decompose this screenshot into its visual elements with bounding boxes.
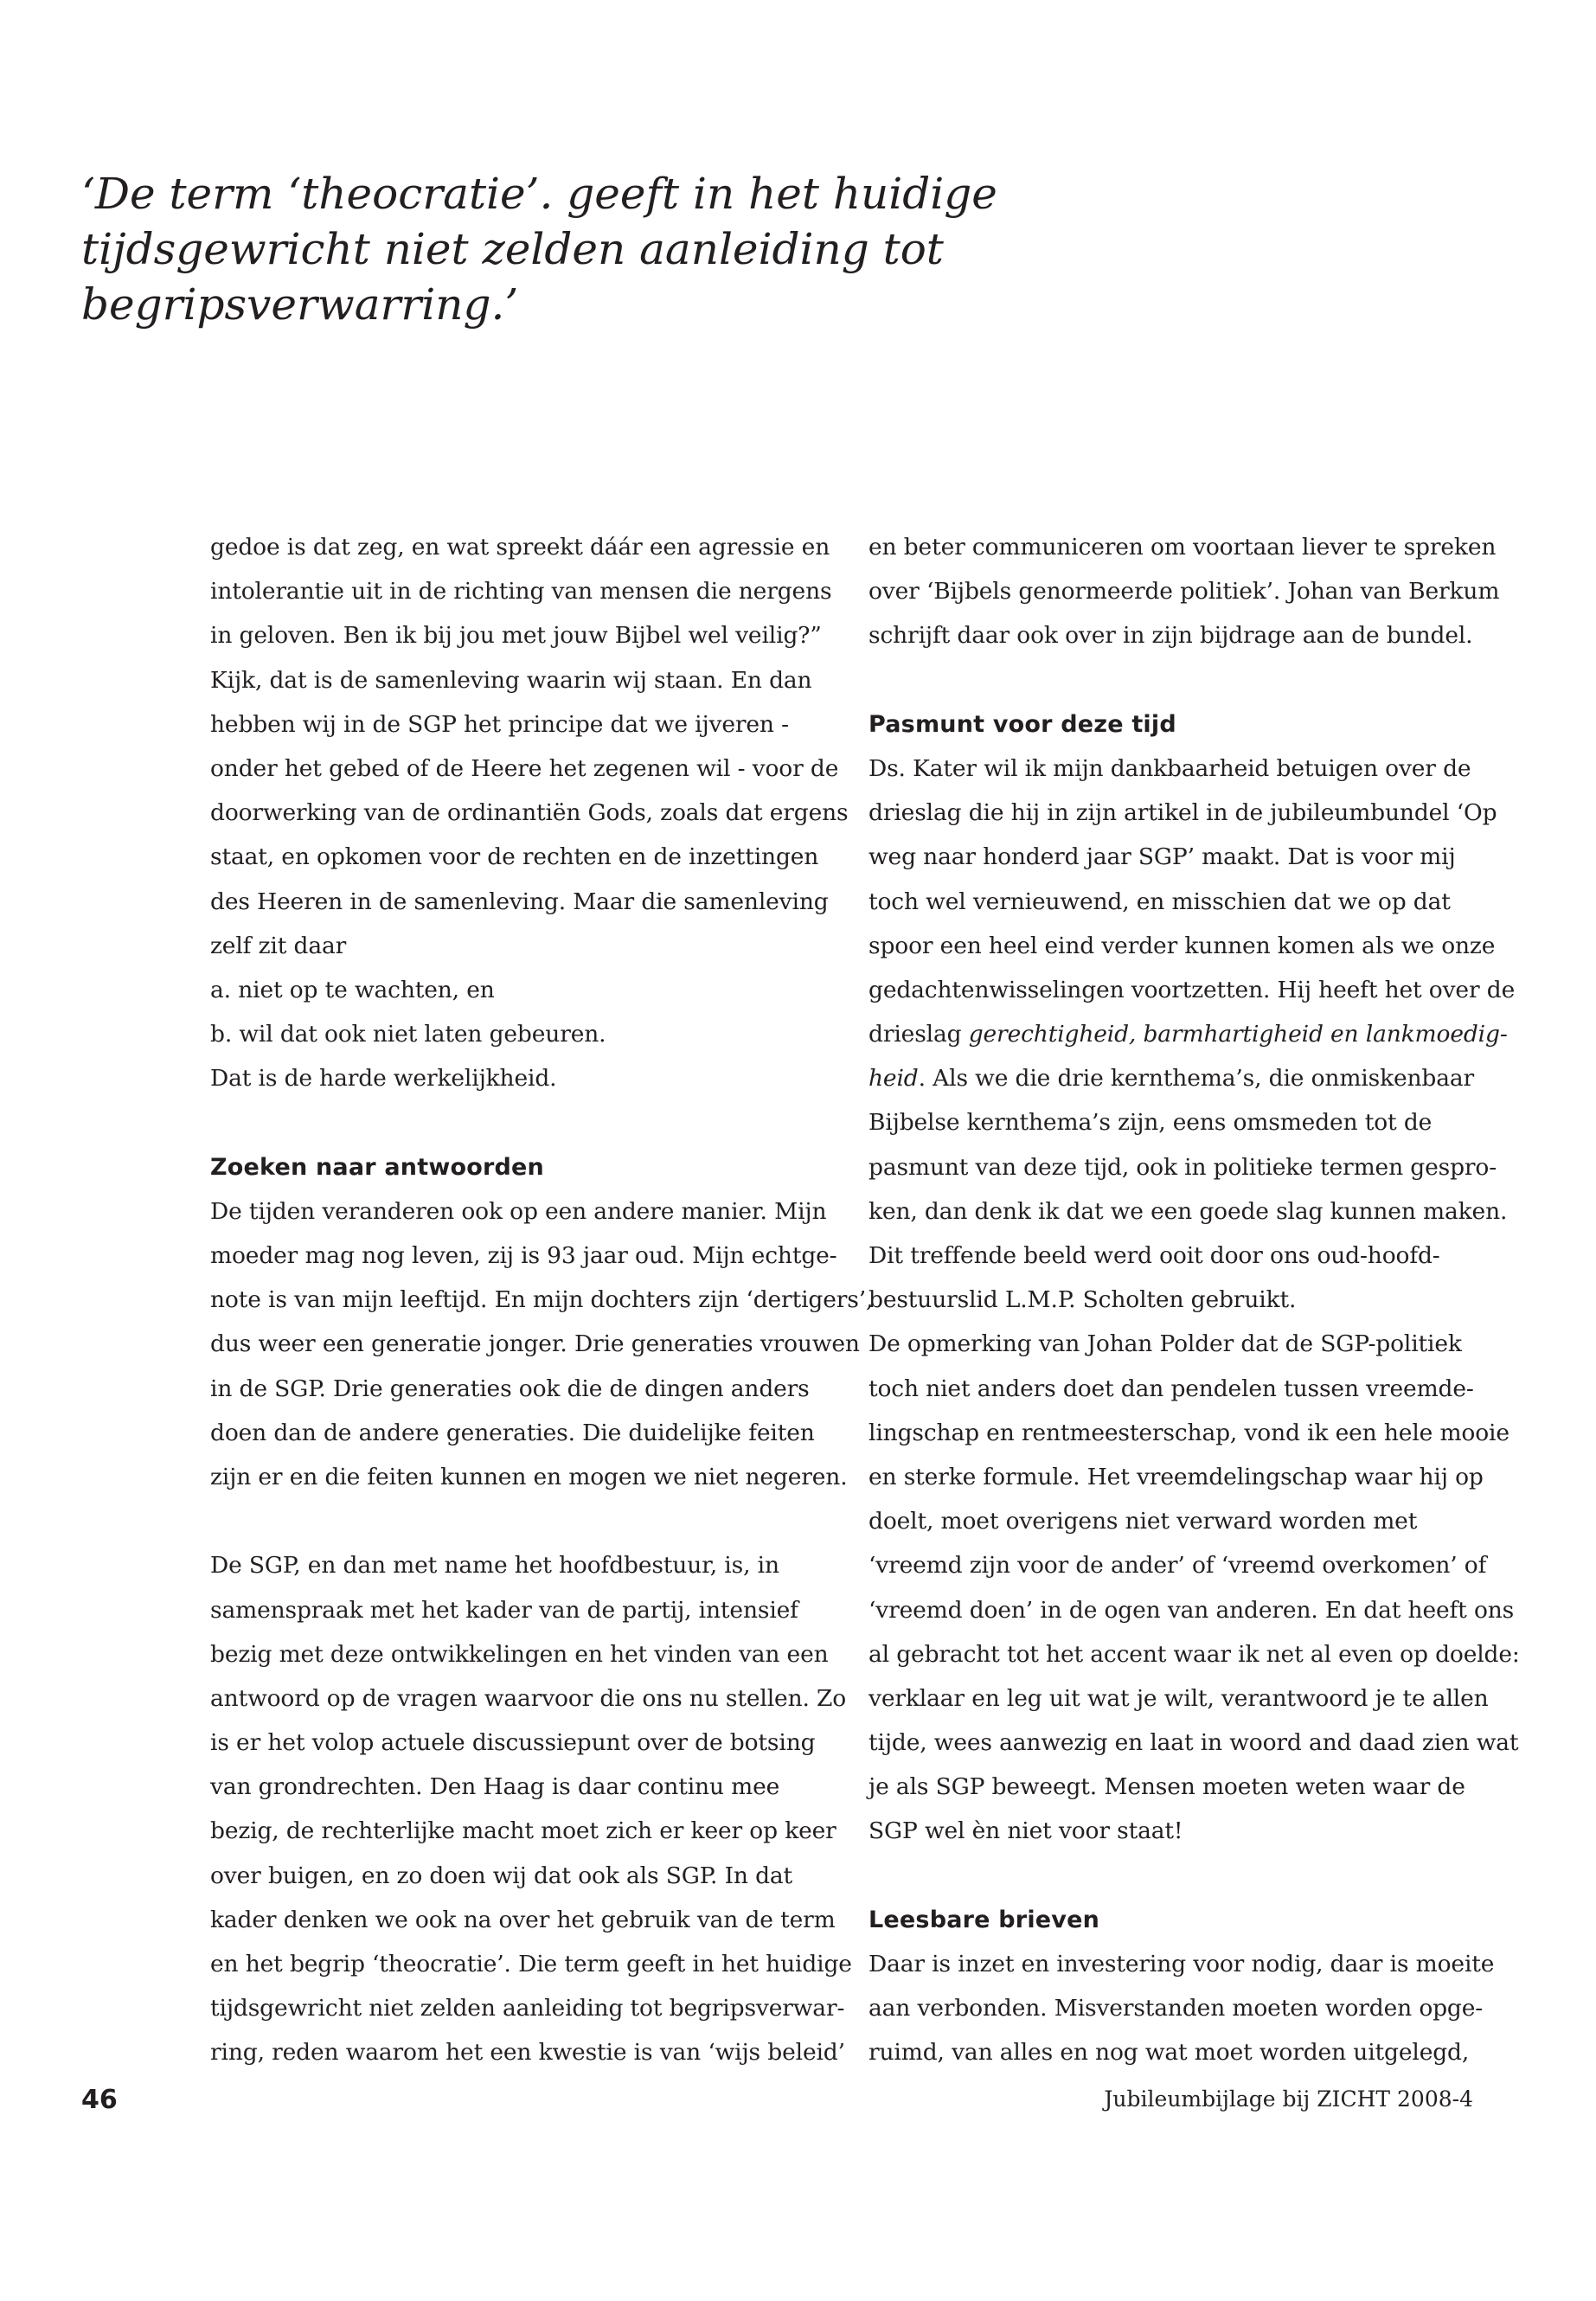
section-heading: Pasmunt voor deze tijd <box>869 710 1176 738</box>
text-line: Bijbelse kernthema’s zijn, eens omsmeden tot de <box>869 1109 1433 1137</box>
text-line: Ds. Kater wil ik mijn dankbaarheid betuigen over de <box>869 754 1471 782</box>
section-heading: Leesbare brieven <box>869 1906 1100 1933</box>
text-line: onder het gebed of de Heere het zegenen wil - voor de <box>210 754 839 782</box>
text-line: aan verbonden. Misverstanden moeten worden opge- <box>869 1995 1484 2022</box>
left-intro-paragraph <box>210 525 849 1100</box>
italic-text-run: heid <box>869 1065 919 1093</box>
text-line: ‘vreemd zijn voor de ander’ of ‘vreemd overkomen’ of <box>869 1552 1487 1580</box>
text-line: kader denken we ook na over het gebruik van de term <box>210 1906 836 1933</box>
section-paragraph <box>869 747 1520 1854</box>
text-line: Daar is inzet en investering voor nodig, daar is moeite <box>869 1951 1495 1977</box>
text-line: ‘vreemd doen’ in de ogen van anderen. En dat heeft ons <box>869 1596 1515 1624</box>
right-column <box>869 525 1520 2075</box>
section-paragraph <box>869 1942 1495 2075</box>
text-line: des Heeren in de samenleving. Maar die samenleving <box>210 888 829 915</box>
text-line: pasmunt van deze tijd, ook in politieke termen gespro- <box>869 1153 1497 1181</box>
text-line: doorwerking van de ordinantiën Gods, zoals dat ergens <box>210 799 849 827</box>
text-line: over ‘Bijbels genormeerde politiek’. Johan van Berkum <box>869 578 1500 606</box>
pull-quote-line: ‘De term ‘theocratie’. geeft in het huidige <box>81 169 997 219</box>
text-line: dus weer een generatie jonger. Drie generaties vrouwen <box>210 1330 860 1358</box>
text-line: van grondrechten. Den Haag is daar continu mee <box>210 1773 780 1801</box>
text-line: tijdsgewricht niet zelden aanleiding tot begripsverwar- <box>210 1995 845 2022</box>
text-line: doelt, moet overigens niet verward worden met <box>869 1508 1418 1535</box>
text-line: samenspraak met het kader van de partij, intensief <box>210 1596 798 1624</box>
text-line: Dit treffende beeld werd ooit door ons oud-hoofd- <box>869 1242 1440 1269</box>
text-line: ring, reden waarom het een kwestie is van ‘wijs beleid’ <box>210 2039 845 2067</box>
text-line: Kijk, dat is de samenleving waarin wij staan. En dan <box>210 666 812 694</box>
text-line: lingschap en rentmeesterschap, vond ik een hele mooie <box>869 1419 1509 1446</box>
text-line: bezig, de rechterlijke macht moet zich er keer op keer <box>210 1817 836 1845</box>
text-line: intolerantie uit in de richting van mensen die nergens <box>210 578 832 606</box>
text-line: schrijft daar ook over in zijn bijdrage aan de bundel. <box>869 622 1473 650</box>
text-line: bezig met deze ontwikkelingen en het vinden van een <box>210 1640 829 1668</box>
text-line: en het begrip ‘theocratie’. Die term geeft in het huidige <box>210 1951 852 1977</box>
section-paragraph <box>210 1543 852 2074</box>
text-line: in de SGP. Drie generaties ook die de dingen anders <box>210 1375 810 1402</box>
text-line: verklaar en leg uit wat je wilt, verantwoord je te allen <box>869 1684 1489 1712</box>
text-line: bestuurslid L.M.P. Scholten gebruikt. <box>869 1286 1297 1314</box>
text-line: spoor een heel eind verder kunnen komen als we onze <box>869 932 1496 959</box>
text-line: zelf zit daar <box>210 932 347 959</box>
text-run: . Als we die drie kernthema’s, die onmiskenbaar <box>918 1065 1475 1093</box>
text-line: De tijden veranderen ook op een andere manier. Mijn <box>210 1197 827 1225</box>
left-column <box>210 525 874 2075</box>
text-line: gedoe is dat zeg, en wat spreekt dáár een agressie en <box>210 534 830 561</box>
text-line: je als SGP beweegt. Mensen moeten weten waar de <box>869 1773 1465 1801</box>
text-line: ruimd, van alles en nog wat moet worden uitgelegd, <box>869 2039 1470 2067</box>
publication-footer: Jubileumbijlage bij ZICHT 2008-4 <box>1104 2086 1473 2112</box>
text-line: en beter communiceren om voortaan liever te spreken <box>869 534 1497 561</box>
text-line: al gebracht tot het accent waar ik net al even op doelde: <box>869 1640 1520 1668</box>
pull-quote-line: tijdsgewricht niet zelden aanleiding tot <box>81 224 944 274</box>
text-line: b. wil dat ook niet laten gebeuren. <box>210 1021 606 1048</box>
text-line: doen dan de andere generaties. Die duidelijke feiten <box>210 1419 815 1446</box>
text-line: toch wel vernieuwend, en misschien dat we op dat <box>869 888 1451 915</box>
text-line: is er het volop actuele discussiepunt over de botsing <box>210 1729 816 1757</box>
text-line: moeder mag nog leven, zij is 93 jaar oud. Mijn echtge- <box>210 1242 837 1269</box>
text-line: De SGP, en dan met name het hoofdbestuur, is, in <box>210 1552 779 1580</box>
text-line: antwoord op de vragen waarvoor die ons nu stellen. Zo <box>210 1684 847 1712</box>
text-line: zijn er en die feiten kunnen en mogen we niet negeren. <box>210 1463 848 1490</box>
text-line: De opmerking van Johan Polder dat de SGP-politiek <box>869 1330 1462 1358</box>
text-line <box>869 1056 1491 1100</box>
section-paragraph <box>210 1189 874 1499</box>
text-line: ken, dan denk ik dat we een goede slag kunnen maken. <box>869 1197 1508 1225</box>
text-line: staat, en opkomen voor de rechten en de inzettingen <box>210 843 819 871</box>
text-line: weg naar honderd jaar SGP’ maakt. Dat is voor mij <box>869 843 1456 871</box>
text-line: hebben wij in de SGP het principe dat we ijveren - <box>210 710 789 738</box>
page-number: 46 <box>81 2085 118 2115</box>
text-line: in geloven. Ben ik bij jou met jouw Bijbel wel veilig?” <box>210 622 822 650</box>
text-line: SGP wel èn niet voor staat! <box>869 1817 1183 1845</box>
text-line: drieslag die hij in zijn artikel in de jubileumbundel ‘Op <box>869 799 1497 827</box>
text-line: Dat is de harde werkelijkheid. <box>210 1065 557 1093</box>
section-heading: Zoeken naar antwoorden <box>210 1153 544 1181</box>
italic-text-run: gerechtigheid, barmhartigheid en lankmoedig- <box>968 1021 1508 1048</box>
text-line: a. niet op te wachten, en <box>210 976 495 1003</box>
text-line: tijde, wees aanwezig en laat in woord and daad zien wat <box>869 1729 1519 1757</box>
text-line: note is van mijn leeftijd. En mijn dochters zijn ‘dertigers’, <box>210 1286 874 1314</box>
text-line: en sterke formule. Het vreemdelingschap waar hij op <box>869 1463 1484 1490</box>
pull-quote <box>81 166 997 332</box>
text-line: over buigen, en zo doen wij dat ook als SGP. In dat <box>210 1862 793 1889</box>
text-line: toch niet anders doet dan pendelen tussen vreemde- <box>869 1375 1474 1402</box>
right-intro-paragraph <box>869 525 1500 658</box>
pull-quote-line: begripsverwarring.’ <box>81 279 519 330</box>
text-line: gedachtenwisselingen voortzetten. Hij heeft het over de <box>869 976 1516 1003</box>
text-line <box>869 1012 1508 1056</box>
text-run: drieslag <box>869 1021 969 1048</box>
